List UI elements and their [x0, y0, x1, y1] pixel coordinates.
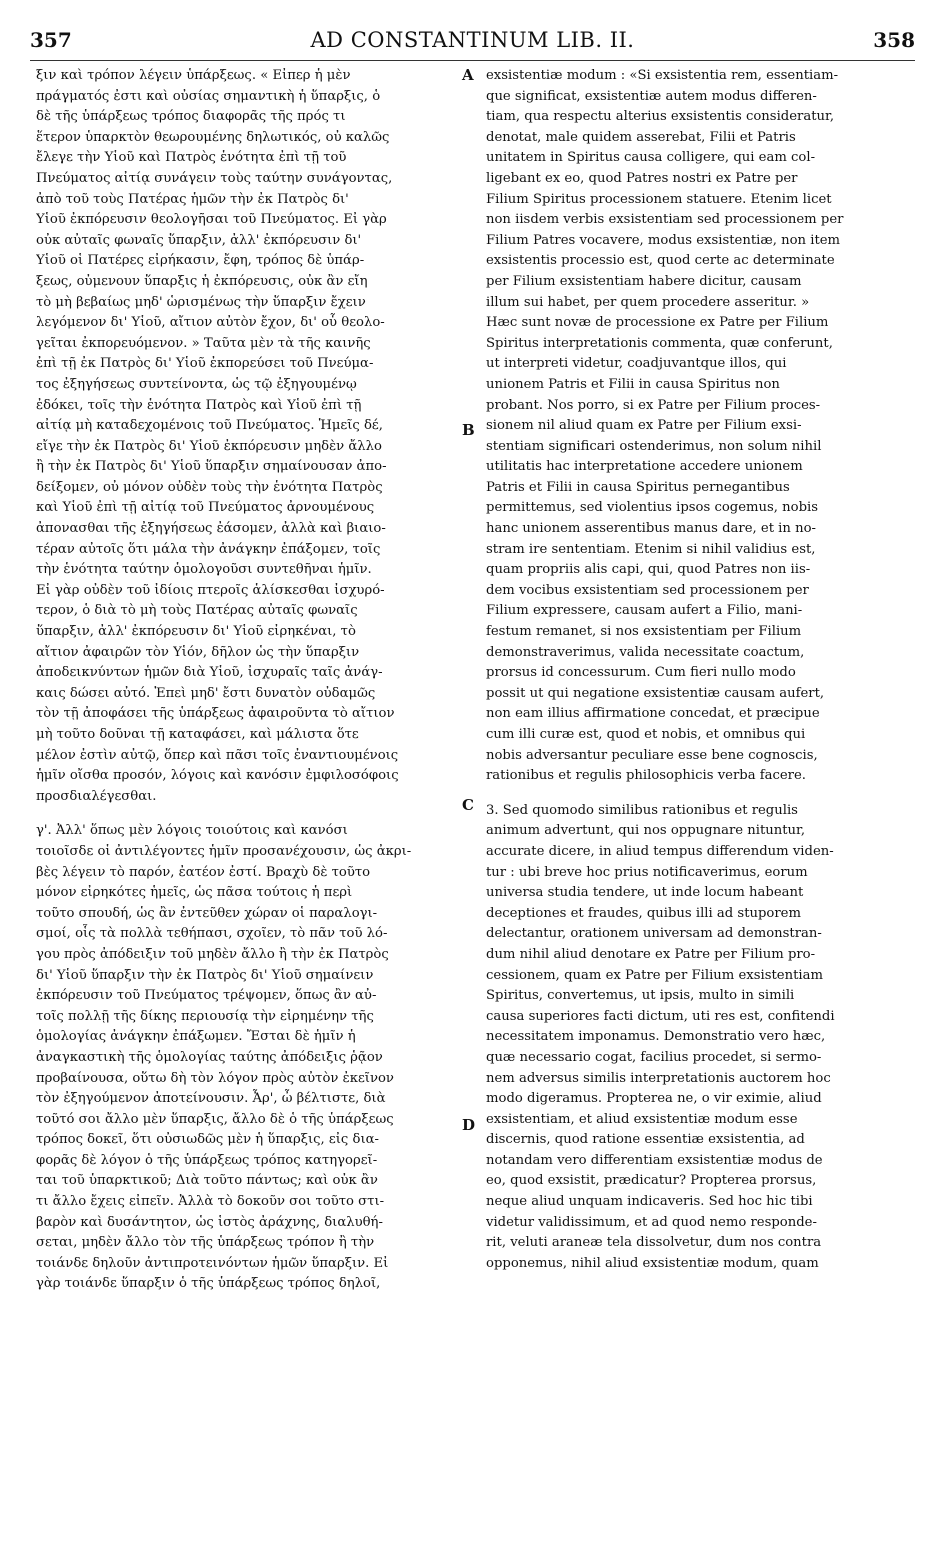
greek-text-line: ται τοῦ ὑπαρκτικοῦ; Διὰ τοῦτο πάντως; καὶ οὐκ ἂν: [36, 1173, 378, 1189]
greek-text-line: λεγόμενον δι' Υἱοῦ, αἴτιον αὐτὸν ἔχον, δι' οὗ θεολο-: [36, 315, 385, 331]
greek-text-line: δὲ τῆς ὑπάρξεως τρόπος διαφορᾶς τῆς πρός τι: [36, 109, 346, 125]
greek-text-line: τρόπος δοκεῖ, ὅτι οὐσιωδῶς μὲν ἡ ὕπαρξις, εἰς δια-: [36, 1132, 379, 1148]
greek-text-line: βαρὸν καὶ δυσάντητον, ὡς ἱστὸς ἀράχνης, διαλυθή-: [36, 1214, 383, 1230]
latin-text-line: opponemus, nihil aliud exsistentiæ modum, quam: [486, 1255, 819, 1271]
running-header: [30, 22, 915, 61]
latin-text-line: tur : ubi breve hoc prius notificaverimus, eorum: [486, 864, 808, 880]
latin-text-line: Hæc sunt novæ de processione ex Patre per Filium: [486, 315, 829, 331]
greek-text-line: καὶ Υἱοῦ ἐπὶ τῇ αἰτίᾳ τοῦ Πνεύματος ἀρνουμένους: [36, 500, 375, 516]
greek-text-line: ἀποδεικνύντων ἡμῶν διὰ Υἱοῦ, ἰσχυραῖς ταῖς ἀνάγ-: [36, 665, 383, 681]
latin-text-line: exsistentiam, et aliud exsistentiæ modum esse: [486, 1111, 798, 1127]
latin-text-line: unionem Patris et Filii in causa Spiritus non: [486, 376, 780, 392]
greek-text-line: εἴγε τὴν ἐκ Πατρὸς δι' Υἱοῦ ἐκπόρευσιν μηδὲν ἄλλο: [36, 438, 382, 454]
greek-text-line: αἰτίᾳ μὴ καταδεχομένοις τοῦ Πνεύματος. Ἡμεῖς δέ,: [36, 418, 383, 434]
latin-column: [486, 66, 906, 1274]
latin-text-line: notandam vero differentiam exsistentiæ modus de: [486, 1152, 823, 1168]
greek-text-line: δείξομεν, οὐ μόνον οὐδὲν τοὺς τὴν ἑνότητα Πατρὸς: [36, 479, 383, 495]
latin-text-line: necessitatem imponamus. Demonstratio vero hæc,: [486, 1029, 826, 1045]
greek-text-line: ὁμολογίας ἀνάγκην ἐπάξωμεν. Ἔσται δὲ ἡμῖν ἡ: [36, 1029, 356, 1045]
greek-text-line: γ'. Ἀλλ' ὅπως μὲν λόγοις τοιούτοις καὶ κανόσι: [36, 823, 348, 839]
greek-text-line: τοῖς πολλῇ τῆς δίκης περιουσίᾳ τὴν εἰρημένην τῆς: [36, 1008, 374, 1024]
latin-text-line: Patris et Filii in causa Spiritus pernegantibus: [486, 479, 790, 495]
latin-text-line: dem vocibus exsistentiam sed processionem per: [486, 582, 809, 598]
greek-text-line: τοῦτό σοι ἄλλο μὲν ὕπαρξις, ἄλλο δὲ ὁ τῆς ὑπάρξεως: [36, 1111, 394, 1127]
greek-text-line: ἀπονασθαι τῆς ἐξηγήσεως ἐάσομεν, ἀλλὰ καὶ βιαιο-: [36, 521, 386, 537]
latin-text-line: quæ necessario cogat, facilius procedet, si sermo-: [486, 1049, 822, 1065]
latin-text-line: universa studia tendere, ut inde locum habeant: [486, 885, 804, 901]
greek-text-line: ἀπὸ τοῦ τοὺς Πατέρας ἡμῶν τὴν ἐκ Πατρὸς δι': [36, 191, 349, 207]
latin-text-line: eo, quod exsistit, prædicatur? Propterea prorsus,: [486, 1173, 817, 1189]
greek-text-line: ἔλεγε τὴν Υἱοῦ καὶ Πατρὸς ἑνότητα ἐπὶ τῇ τοῦ: [36, 150, 347, 166]
latin-text-line: nobis adversantur peculiare esse bene cognoscis,: [486, 747, 818, 763]
latin-text-line: stentiam significari ostenderimus, non solum nihil: [486, 438, 822, 454]
greek-text-line: φορᾶς δὲ λόγον ὁ τῆς ὑπάρξεως τρόπος κατηγορεῖ-: [36, 1152, 378, 1168]
latin-text-line: Spiritus, convertemus, ut ipsis, multo in simili: [486, 988, 795, 1004]
latin-text-line: 3. Sed quomodo similibus rationibus et regulis: [486, 802, 798, 818]
greek-text-line: τοῦτο σπουδή, ὡς ἂν ἐντεῦθεν χώραν οἱ παραλογι-: [36, 905, 378, 921]
latin-text-line: ut interpreti videtur, coadjuvantque illos, qui: [486, 356, 787, 372]
latin-text-line: festum remanet, si nos exsistentiam per Filium: [486, 624, 802, 640]
greek-text-line: γου πρὸς ἀπόδειξιν τοῦ μηδὲν ἄλλο ἢ τὴν ἐκ Πατρὸς: [36, 946, 389, 962]
latin-text-line: non eam illius affirmatione concedat, et præcipue: [486, 706, 820, 722]
latin-text-line: Filium Patres vocavere, modus exsistentiæ, non item: [486, 232, 841, 248]
greek-text-line: βὲς λέγειν τὸ παρόν, ἐατέον ἐστί. Βραχὺ δὲ τοῦτο: [36, 864, 371, 880]
latin-text-line: non iisdem verbis exsistentiam sed processionem per: [486, 212, 844, 228]
latin-text-line: demonstraverimus, valida necessitate coactum,: [486, 644, 805, 660]
latin-text-line: utilitatis hac interpretatione accedere unionem: [486, 459, 803, 475]
greek-text-line: τὸν ἐξηγούμενον ἀποτείνουσιν. Ἆρ', ὦ βέλτιστε, διὰ: [36, 1091, 386, 1107]
greek-paragraph-gap: [36, 807, 466, 821]
latin-text-line: hanc unionem asserentibus manus dare, et in no-: [486, 521, 816, 537]
latin-text-line: exsistentiæ modum : «Si exsistentia rem, essentiam-: [486, 68, 839, 83]
greek-text-line: Πνεύματος αἰτίᾳ συνάγειν τοὺς ταύτην συνάγοντας,: [36, 170, 393, 186]
running-title: AD CONSTANTINUM LIB. II.: [310, 28, 635, 52]
left-page-number: 357: [30, 28, 72, 52]
latin-text-line: neque aliud unquam indicaveris. Sed hoc hic tibi: [486, 1194, 813, 1210]
greek-text-line: ἕτερον ὑπαρκτὸν θεωρουμένης δηλωτικός, οὐ καλῶς: [36, 129, 390, 145]
latin-text-line: cessionem, quam ex Patre per Filium exsistentiam: [486, 967, 823, 983]
latin-text-line: accurate dicere, in aliud tempus differendum viden-: [486, 843, 834, 859]
greek-column: [36, 66, 466, 1295]
greek-text-line: μέλον ἐστὶν αὐτῷ, ὅπερ καὶ πᾶσι τοῖς ἐναντιουμένοις: [36, 747, 399, 763]
greek-text-line: ξεως, οὐμενουν ὕπαρξις ἡ ἐκπόρευσις, οὐκ ἂν εἴη: [36, 273, 368, 289]
greek-text-line: ἢ τὴν ἐκ Πατρὸς δι' Υἱοῦ ὕπαρξιν σημαίνουσαν ἀπο-: [36, 459, 387, 475]
latin-text-line: sionem nil aliud quam ex Patre per Filium exsi-: [486, 418, 802, 434]
latin-text-line: discernis, quod ratione essentiæ exsistentia, ad: [486, 1132, 805, 1148]
greek-text-line: τοιοῖσδε οἱ ἀντιλέγοντες ἡμῖν προσανέχουσιν, ὡς ἀκρι-: [36, 843, 412, 859]
greek-text-line: οὐκ αὐταῖς φωναῖς ὕπαρξιν, ἀλλ' ἐκπόρευσιν δι': [36, 232, 362, 248]
margin-marker-a: A: [462, 66, 474, 84]
latin-text-line: unitatem in Spiritus causa colligere, qui eam col-: [486, 150, 816, 166]
greek-text-line: σμοί, οἷς τὰ πολλὰ τεθήπασι, σχοῖεν, τὸ πᾶν τοῦ λό-: [36, 926, 388, 942]
greek-text-line: τερον, ὁ διὰ τὸ μὴ τοὺς Πατέρας αὐταῖς φωναῖς: [36, 603, 358, 619]
greek-text-line: μόνον εἰρηκότες ἡμεῖς, ὡς πᾶσα τούτοις ἡ περὶ: [36, 885, 353, 901]
greek-text-line: γεῖται ἐκπορευόμενον. » Ταῦτα μὲν τὰ τῆς καινῆς: [36, 335, 371, 351]
greek-text-line: ἀναγκαστικὴ τῆς ὁμολογίας ταύτης ἀπόδειξις ῥᾷον: [36, 1049, 383, 1065]
greek-text-line: δι' Υἱοῦ ὕπαρξιν τὴν ἐκ Πατρὸς δι' Υἱοῦ σημαίνειν: [36, 967, 374, 983]
greek-text-line: προβαίνουσα, οὕτω δὴ τὸν λόγον πρὸς αὐτὸν ἐκεῖνον: [36, 1070, 394, 1086]
greek-text-line: γὰρ τοιάνδε ὕπαρξιν ὁ τῆς ὑπάρξεως τρόπος δηλοῖ,: [36, 1276, 381, 1292]
greek-text-line: πράγματός ἐστι καὶ οὐσίας σημαντικὴ ἡ ὕπαρξις, ὁ: [36, 88, 381, 104]
greek-text-line: καις δώσει αὐτό. Ἐπεὶ μηδ' ἔστι δυνατὸν οὐδαμῶς: [36, 685, 376, 701]
latin-text-line: exsistentis processio est, quod certe ac determinate: [486, 253, 835, 269]
latin-text-line: rationibus et regulis philosophicis verba facere.: [486, 768, 806, 784]
latin-paragraph-gap: [486, 787, 906, 801]
latin-text-line: rit, veluti araneæ tela dissolvetur, dum nos contra: [486, 1235, 822, 1251]
latin-text-line: ligebant ex eo, quod Patres nostri ex Patre per: [486, 170, 798, 186]
latin-text-line: possit ut qui negatione exsistentiæ causam aufert,: [486, 685, 825, 701]
greek-text-line: ἐπὶ τῇ ἐκ Πατρὸς δι' Υἱοῦ ἐκπορεύσει τοῦ Πνεύμα-: [36, 356, 374, 372]
latin-text-line: stram ire sententiam. Etenim si nihil validius est,: [486, 541, 816, 557]
latin-text-line: nem adversus similis interpretationis auctorem hoc: [486, 1070, 831, 1086]
margin-marker-c: C: [462, 796, 474, 814]
latin-text-line: Filium Spiritus processionem statuere. Etenim licet: [486, 191, 832, 207]
latin-text-line: quam propriis alis capi, qui, quod Patres non iis-: [486, 562, 811, 578]
latin-text-line: tiam, qua respectu alterius exsistentis consideratur,: [486, 109, 835, 125]
greek-text-line: τὸ μὴ βεβαίως μηδ' ὡρισμένως τὴν ὕπαρξιν ἔχειν: [36, 294, 366, 310]
latin-text-line: animum advertunt, qui nos oppugnare nituntur,: [486, 823, 806, 839]
latin-text-line: per Filium exsistentiam habere dicitur, causam: [486, 273, 802, 289]
greek-text-line: ἐκπόρευσιν τοῦ Πνεύματος τρέψομεν, ὅπως ἂν αὐ-: [36, 988, 377, 1004]
greek-text-line: ἡμῖν οἴσθα προσόν, λόγοις καὶ κανόσιν ἐμφιλοσόφοις: [36, 768, 399, 784]
greek-text-line: σεται, μηδὲν ἄλλο τὸν τῆς ὑπάρξεως τρόπον ἢ τὴν: [36, 1235, 375, 1251]
latin-text-line: denotat, male quidem asserebat, Filii et Patris: [486, 129, 796, 145]
latin-text-line: que significat, exsistentiæ autem modus differen-: [486, 88, 817, 104]
greek-text-line: τοιάνδε δηλοῦν ἀντιπροτεινόντων ἡμῶν ὕπαρξιν. Εἰ: [36, 1255, 389, 1271]
latin-text-line: dum nihil aliud denotare ex Patre per Filium pro-: [486, 946, 816, 962]
greek-text-line: Υἱοῦ ἐκπόρευσιν θεολογῆσαι τοῦ Πνεύματος. Εἰ γὰρ: [36, 212, 387, 228]
margin-marker-b: B: [462, 421, 475, 439]
greek-text-line: Υἱοῦ οἱ Πατέρες εἰρήκασιν, ἔφη, τρόπος δὲ ὑπάρ-: [36, 253, 365, 269]
greek-text-line: Εἰ γὰρ οὐδὲν τοῦ ἰδίοις πτεροῖς ἁλίσκεσθαι ἰσχυρό-: [36, 582, 385, 598]
margin-marker-d: D: [462, 1116, 476, 1134]
latin-text-line: Filium expressere, causam aufert a Filio, mani-: [486, 603, 803, 619]
greek-text-line: τι ἄλλο ἔχεις εἰπεῖν. Ἀλλὰ τὸ δοκοῦν σοι τοῦτο στι-: [36, 1194, 385, 1210]
right-page-number: 358: [873, 28, 915, 52]
greek-text-line: προσδιαλέγεσθαι.: [36, 788, 157, 804]
latin-text-line: causa superiores facti dictum, uti res est, confitendi: [486, 1008, 835, 1024]
greek-text-line: τὸν τῇ ἀποφάσει τῆς ὑπάρξεως ἀφαιροῦντα τὸ αἴτιον: [36, 706, 395, 722]
greek-text-line: ὕπαρξιν, ἀλλ' ἐκπόρευσιν δι' Υἱοῦ εἰρηκέναι, τὸ: [36, 624, 356, 640]
greek-text-line: τέραν αὐτοῖς ὅτι μάλα τὴν ἀνάγκην ἐπάξομεν, τοῖς: [36, 541, 381, 557]
latin-text-line: probant. Nos porro, si ex Patre per Filium proces-: [486, 397, 821, 413]
latin-text-line: videtur validissimum, et ad quod nemo responde-: [486, 1214, 817, 1230]
greek-text-line: τος ἐξηγήσεως συντείνοντα, ὡς τῷ ἐξηγουμένῳ: [36, 376, 357, 392]
latin-text-line: permittemus, sed violentius ipsos cogemus, nobis: [486, 500, 819, 516]
latin-text-line: cum illi curæ est, quod et nobis, et omnibus qui: [486, 727, 806, 742]
greek-text-line: μὴ τοῦτο δοῦναι τῇ καταφάσει, καὶ μάλιστα ὅτε: [36, 727, 359, 742]
greek-text-line: ἐδόκει, τοῖς τὴν ἑνότητα Πατρὸς καὶ Υἱοῦ ἐπὶ τῇ: [36, 397, 362, 413]
latin-text-line: Spiritus interpretationis commenta, quæ conferunt,: [486, 335, 833, 351]
latin-text-line: illum sui habet, per quem procedere asseritur. »: [486, 294, 810, 310]
latin-text-line: prorsus id concessurum. Cum fieri nullo modo: [486, 665, 796, 681]
latin-text-line: deceptiones et fraudes, quibus illi ad stuporem: [486, 905, 801, 921]
latin-text-line: modo digeramus. Propterea ne, o vir eximie, aliud: [486, 1091, 822, 1107]
greek-text-line: αἴτιον ἀφαιρῶν τὸν Υἱόν, δῆλον ὡς τὴν ὕπαρξιν: [36, 644, 360, 660]
greek-text-line: ξιν καὶ τρόπον λέγειν ὑπάρξεως. « Εἰπερ ἡ μὲν: [36, 68, 351, 83]
latin-text-line: delectantur, orationem universam ad demonstran-: [486, 926, 822, 942]
greek-text-line: τὴν ἑνότητα ταύτην ὁμολογοῦσι συντεθῆναι ἡμῖν.: [36, 562, 372, 578]
